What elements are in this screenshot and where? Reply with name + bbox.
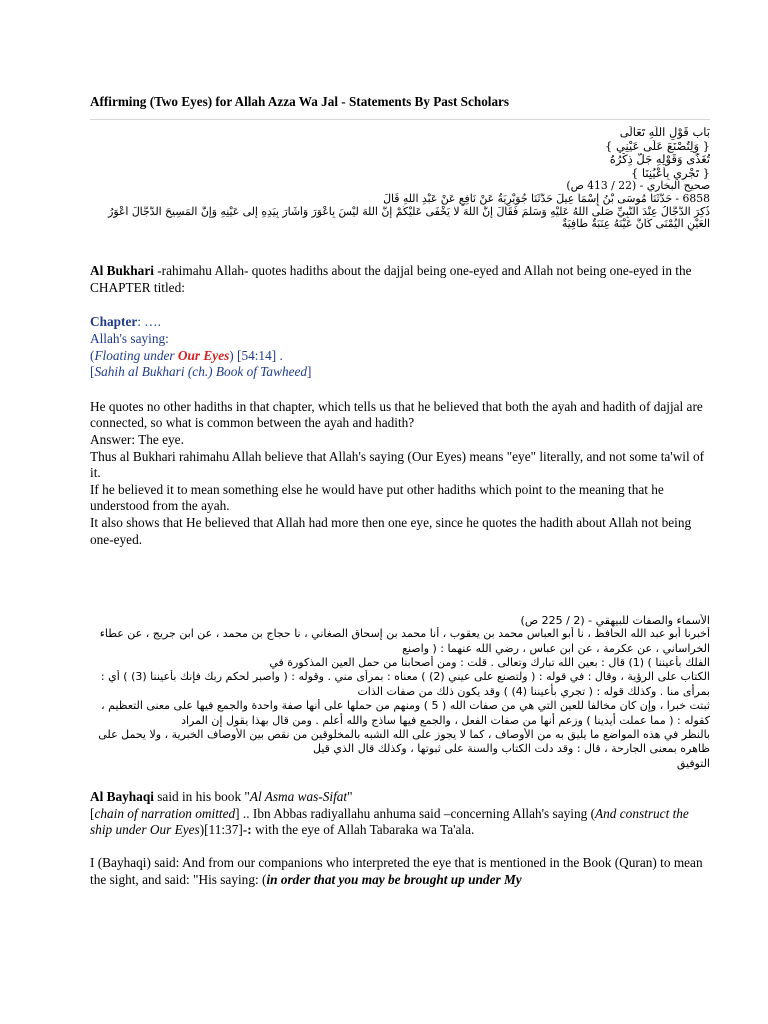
arabic-line: أخبرنا أبو عبد الله الحافظ ، نا أبو العباس محمد بن يعقوب ، أنا محمد بن إسحاق الصغاني ، نا حجاج بن محمد ، عن ابن جريج ، عن عطاء الخراساني ، عن عكرمة ، عن ابن عباس ، رضي الله عنهما : ( واصنع	[99, 627, 710, 655]
chapter-label: Chapter	[90, 314, 138, 330]
chain-open: [	[90, 805, 95, 821]
chain-verse-close: )[11:37]-	[199, 822, 248, 838]
scholar-name: Al Bukhari	[90, 263, 154, 279]
english-body	[90, 231, 710, 548]
arabic-line: { وَلِتُصْنَعَ عَلَى عَيْنِي }	[605, 139, 710, 153]
arabic-chapter-text	[90, 126, 710, 231]
allahs-saying: Allah's saying:	[90, 330, 169, 346]
commentary-text: I (Bayhaqi) said: And from our companions who interpreted the eye that is mentioned in the Book (Quran) to mean the sight, and said: "His saying: (	[90, 854, 703, 887]
arabic-line: الفلك بأعيننا ) (1) قال : بعين الله تبارك وتعالى . قلت : ومن أصحابنا من حمل العين المذكورة في	[269, 655, 710, 669]
arabic-line: { تَجْرِي بِأَعْيُنِنَا }	[630, 166, 710, 180]
arabic-line: ظاهره بمعنى الجارحة ، قال : وقد دلت الكتاب والسنة على ثبوتها ، وكذلك قال الذي قيل	[313, 742, 710, 756]
arabic-line: 6858 - حَدَّثَنَا مُوسَى بْنُ إِسْمَا عِيلَ حَدَّثَنَا جُوَيْرِيَةُ عَنْ نَافِعٍ عَنْ عَبْدِ اللَّهِ قَالَ	[383, 192, 710, 205]
arabic-line: الْعَيْنِ الْيُمْنَى كَأَنَّ عَيْنَهُ عِنَبَةٌ طَافِيَةٌ	[561, 218, 710, 231]
paragraph: He quotes no other hadiths in that chapter, which tells us that he believed that both the ayah and hadith of dajjal are connected, so what is common between the ayah and hadith?	[90, 398, 703, 431]
document-title: Affirming (Two Eyes) for Allah Azza Wa Jal - Statements By Past Scholars	[90, 94, 510, 109]
arabic-line: صحيح البخاري - (22 / 413 ص)	[566, 180, 710, 192]
chapter-ellipsis: : ….	[137, 314, 161, 330]
chain-verse: And construct the ship under Our Eyes	[90, 805, 689, 838]
scholar-name: Al Bayhaqi	[90, 789, 154, 805]
chapter-heading	[90, 314, 710, 331]
book-title: Al Asma was-Sifat	[249, 789, 348, 805]
bayhaqi-commentary	[90, 855, 710, 888]
paragraph: It also shows that He believed that Allah had more then one eye, since he quotes the hadith about Allah not being one-eyed.	[90, 514, 692, 547]
bayhaqi-intro	[90, 789, 710, 806]
arabic-hadith-text	[90, 180, 710, 231]
paragraph: Thus al Bukhari rahimahu Allah believe that Allah's saying (Our Eyes) means "eye" literally, and not some ta'wil of it.	[90, 448, 705, 481]
document-page	[90, 93, 710, 888]
paragraph: If he believed it to mean something else he would have put other hadiths which point to the meaning that he understood from the ayah.	[90, 481, 664, 514]
arabic-line: الكتاب على الرؤية ، وقال : في قوله : ( ولتصنع على عيني (2) ) معناه : بمرأى مني . وقوله : ( واصبر لحكم ربك فإنك بأعيننا (3) ) أي : بمرأى منا . وكذلك قوله : ( تجري بأعيننا (4) ) وقد يكون ذلك من صفات الذات	[100, 670, 710, 698]
verse-italic: Floating under	[94, 347, 178, 363]
chain-italic: chain of narration omitted	[94, 805, 236, 821]
intro-text: -rahimahu Allah- quotes hadiths about the dajjal being one-eyed and Allah not being one-eyed in the CHAPTER titled:	[90, 263, 692, 295]
chain-rest: ] .. Ibn Abbas radiyallahu anhuma said –concerning Allah's saying (	[235, 805, 596, 821]
source-reference	[90, 364, 710, 381]
arabic-line: بَاب قَوْلِ اللَّهِ تَعَالَى	[619, 126, 710, 139]
chain-end: with the eye of Allah Tabaraka wa Ta'ala.	[251, 822, 475, 838]
verse-close: ) [54:14] .	[229, 347, 283, 363]
arabic-line: الأسماء والصفات للبيهقي - (2 / 225 ص)	[520, 614, 710, 628]
bukhari-intro	[90, 263, 710, 296]
source-open: [	[90, 364, 95, 380]
source-close: ]	[307, 364, 312, 380]
chain-colon: :	[247, 822, 252, 838]
source-italic: Sahih al Bukhari (ch.) Book of Tawheed	[94, 364, 308, 380]
verse-highlight: Our Eyes	[177, 347, 230, 363]
paragraph: Answer: The eye.	[90, 431, 184, 447]
arabic-line: بالنظر في هذه المواضع ما يليق به من الأوصاف ، كما لا يجوز على الله الشبه بالمخلوقين من نقص بين الأوصاف الخبرية ، ولا يحمل على	[98, 727, 710, 741]
arabic-line: تُغَذَّى وَقَوْلِهِ جَلَّ ذِكْرُهُ	[609, 153, 710, 166]
title-divider	[90, 119, 710, 120]
bayhaqi-narration	[90, 806, 710, 839]
bayhaqi-section	[90, 771, 710, 888]
arabic-bayhaqi-text	[90, 614, 710, 771]
arabic-line: التوفيق	[676, 756, 710, 770]
verse-reference	[90, 348, 710, 365]
verse-open: (	[90, 347, 95, 363]
commentary-verse: in order that you may be brought up under My	[266, 871, 522, 887]
arabic-line: ذُكِرَ الدَّجَّالُ عِنْدَ النَّبِيِّ صَلَّى اللَّهُ عَلَيْهِ وَسَلَّمَ فَقَالَ إِنَّ اللَّهَ لَا يَخْفَى عَلَيْكُمْ إِنَّ اللَّهَ لَيْسَ بِأَعْوَرَ وَأَشَارَ بِيَدِهِ إِلَى عَيْنِهِ وَإِنَّ الْمَسِيحَ الدَّجَّالَ أَعْوَرُ	[108, 205, 710, 218]
arabic-line: ثبتت خبرا ، وإن كان مخالفا للعين التي هي من صفات الله ( 5 ) ومنهم من حملها على أنها صفة واحدة والجمع فيها على معنى التعظيم ، كقوله : ( مما عملت أيدينا ) وزعم أنها من صفات الفعل ، والجمع فيها ساذج والله أعلم . ومن قال بهذا يقول إن المراد	[101, 699, 710, 727]
book-title-close: "	[347, 789, 353, 805]
bayhaqi-said: said in his book "	[153, 789, 250, 805]
